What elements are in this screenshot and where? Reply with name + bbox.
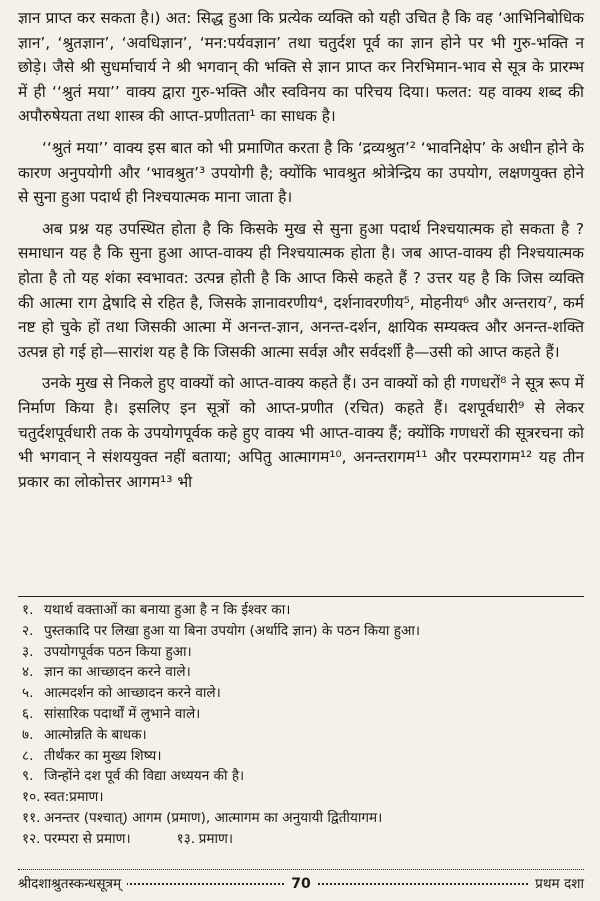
paragraph-1: ज्ञान प्राप्त कर सकता है।) अत: सिद्ध हुआ कि प्रत्येक व्यक्ति को यही उचित है कि वह ‘आभिनिबोधिक ज्ञान’, ‘श्रुतज्ञान’, ‘अवधिज्ञान’, ‘मन:पर्यवज्ञान’ तथा चतुर्दश पूर्व का ज्ञान होने पर भी गुरु-भक्ति न छोड़े। जैसे श्री सुधर्माचार्य ने श्री भगवान् की भक्ति से ज्ञान प्राप्त कर निरभिमान-भाव से सूत्र के प्रारम्भ में ही ‘‘श्रुतं मया’’ वाक्य द्वारा गुरु-भक्ति और स्वविनय का परिचय दिया। फलत: यह वाक्य शब्द की अपौरुषेयता तथा शास्त्र की आप्त-प्रणीतता¹ का साधक है। (18, 9, 584, 126)
footnote-number: १३. (176, 830, 196, 847)
footnote-item (22, 829, 582, 850)
footnote-text: आत्मदर्शन को आच्छादन करने वाले। (44, 685, 221, 702)
footnote-text: परम्परा से प्रमाण। (44, 830, 131, 847)
footnote-item (22, 642, 582, 663)
footnote-text: तीर्थंकर का मुख्य शिष्य। (44, 747, 162, 764)
footnote-number: ७. (22, 726, 34, 743)
footnote-item (22, 787, 582, 808)
paragraph-3: अब प्रश्न यह उपस्थित होता है कि किसके मुख से सुना हुआ पदार्थ निश्चयात्मक हो सकता है ? समाधान यह है कि सुना हुआ आप्त-वाक्य ही निश्चयात्मक होता है। जब आप्त-वाक्य ही निश्चयात्मक होता है तो यह शंका स्वभावत: उत्पन्न होती है कि आप्त किसे कहते हैं ? उत्तर यह है कि जिस व्यक्ति की आत्मा राग द्वेषादि से रहित है, जिसके ज्ञानावरणीय⁴, दर्शनावरणीय⁵, मोहनीय⁶ और अन्तराय⁷, कर्म नष्ट हो चुके हों तथा जिसकी आत्मा में अनन्त-ज्ञान, अनन्त-दर्शन, क्षायिक सम्यक्त्व और अनन्त-शक्ति उत्पन्न हो गई हो—सारांश यह है कि जिसकी आत्मा सर्वज्ञ और सर्वदर्शी है—उसी को आप्त कहते हैं। (18, 219, 584, 361)
footnote-item (22, 621, 582, 642)
footnote-text: पुस्तकादि पर लिखा हुआ या बिना उपयोग (अर्थादि ज्ञान) के पठन किया हुआ। (44, 622, 421, 639)
footnote-item (22, 746, 582, 767)
paragraph-4: उनके मुख से निकले हुए वाक्यों को आप्त-वाक्य कहते हैं। उन वाक्यों को ही गणधरों⁸ ने सूत्र रूप में निर्माण किया है। इसलिए इन सूत्रों को आप्त-प्रणीत (रचित) कहते हैं। दशपूर्वधारी⁹ से लेकर चतुर्दशपूर्वधारी तक के उपयोगपूर्वक कहे हुए वाक्य भी आप्त-वाक्य हैं; क्योंकि गणधरों की सूत्ररचना को भी भगवान् ने संशययुक्त नहीं बताया; अपितु आत्मागम¹⁰, अनन्तरागम¹¹ और परम्परागम¹² यह तीन प्रकार का लोकोत्तर आगम¹³ भी (18, 374, 584, 491)
footnote-number: १०. (22, 789, 41, 806)
footnote-text: यथार्थ वक्ताओं का बनाया हुआ है न कि ईश्वर का। (44, 602, 291, 618)
page-number: 70 (285, 876, 316, 892)
chapter-title: प्रथम दशा (529, 870, 584, 898)
footnote-number: ३. (22, 643, 34, 660)
footnote-text: स्वत:प्रमाण। (44, 789, 104, 806)
footnote-number: ४. (22, 664, 34, 681)
footnote-number: ११. (22, 809, 41, 826)
footnote-item (22, 766, 582, 787)
page-footer (18, 870, 584, 898)
footnote-text: प्रमाण। (198, 830, 233, 847)
footnote-number: १. (22, 602, 34, 618)
footnote-text: अनन्तर (पश्चात्) आगम (प्रमाण), आत्मागम का अनुयायी द्वितीयागम। (44, 809, 383, 826)
footnote-item (22, 725, 582, 746)
footnote-number: ५. (22, 685, 34, 702)
footnote-text: ज्ञान का आच्छादन करने वाले। (44, 664, 191, 681)
main-text (18, 6, 584, 501)
footnote-text: आत्मोन्नति के बाधक। (44, 726, 147, 743)
footnote-item (22, 683, 582, 704)
footnote-number: २. (22, 622, 34, 639)
footnote-item (22, 808, 582, 829)
footnote-item (22, 704, 582, 725)
footnote-text: उपयोगपूर्वक पठन किया हुआ। (44, 643, 192, 660)
footnote-number: ९. (22, 768, 34, 785)
footnote-number: ६. (22, 705, 34, 722)
footnotes (22, 600, 582, 850)
paragraph-2: ‘‘श्रुतं मया’’ वाक्य इस बात को भी प्रमाणित करता है कि ‘द्रव्यश्रुत’² ‘भावनिक्षेप’ के अधीन होने के कारण अनुपयोगी और ‘भावश्रुत’³ उपयोगी है; क्योंकि भावश्रुत श्रोत्रेन्द्रिय का उपयोग, लक्षणयुक्त होने से सुना हुआ पदार्थ ही निश्चयात्मक माना जाता है। (18, 138, 584, 207)
footnote-text: सांसारिक पदार्थों में लुभाने वाले। (44, 705, 201, 722)
footnote-number: १२. (22, 830, 41, 847)
footnote-divider (18, 596, 584, 597)
footnote-text: जिन्होंने दश पूर्व की विद्या अध्ययन की है। (44, 768, 245, 785)
footnote-number: ८. (22, 747, 34, 764)
footnote-item (22, 600, 582, 621)
book-title: श्रीदशाश्रुतस्कन्धसूत्रम् (18, 870, 127, 898)
footnote-item (22, 662, 582, 683)
